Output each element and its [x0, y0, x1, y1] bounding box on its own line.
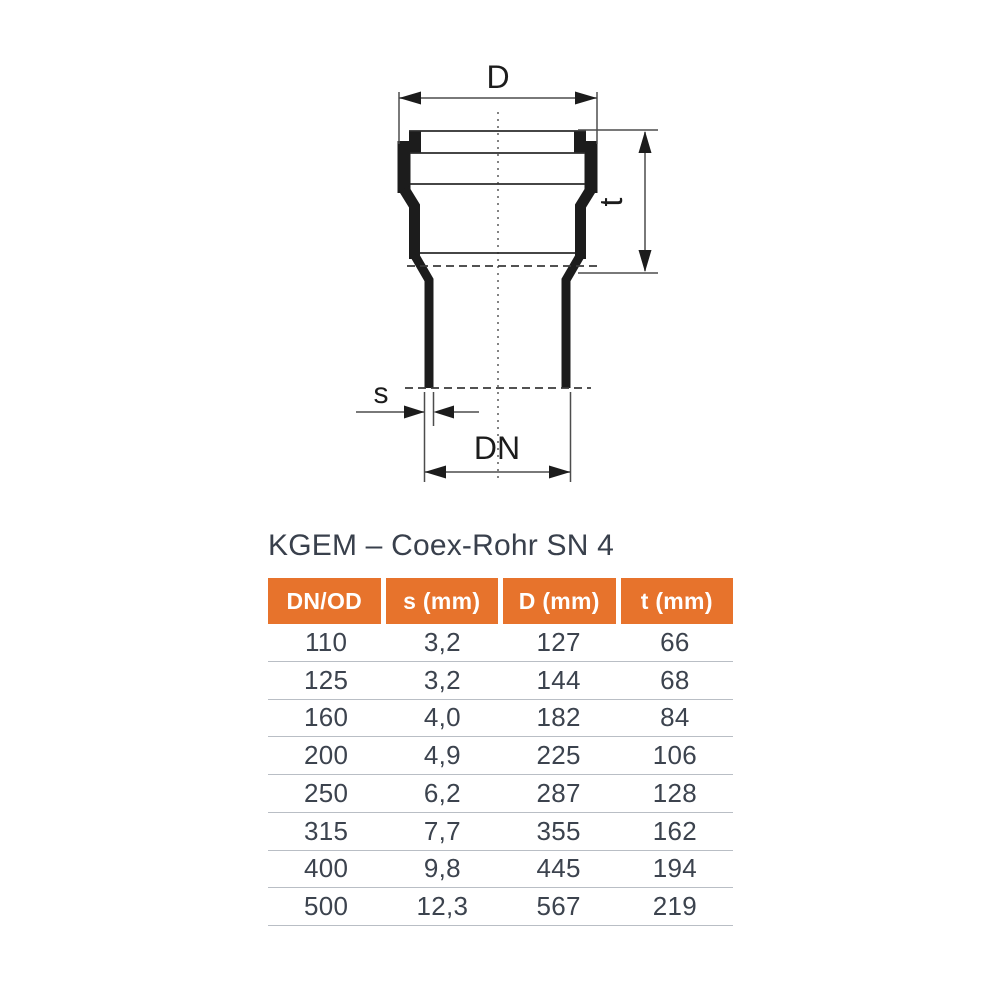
cell-s: 3,2: [423, 664, 461, 695]
cell-dnod: 160: [303, 702, 349, 733]
table-row: [268, 624, 733, 662]
cell-s: 3,2: [423, 626, 461, 657]
cell-dnod: 110: [304, 626, 348, 657]
cell-t: 66: [660, 626, 690, 657]
table-row: [268, 737, 733, 775]
table-row: [268, 700, 733, 738]
cell-d: 287: [536, 777, 581, 808]
cell-t: 84: [660, 702, 690, 733]
cell-t: 128: [652, 777, 698, 808]
column-header-d: D (mm): [503, 578, 616, 624]
cell-d: 355: [536, 815, 581, 846]
table-row: [268, 662, 733, 700]
spec-table-body: [268, 624, 733, 926]
dim-label-t: t: [593, 197, 629, 207]
table-row: [268, 813, 733, 851]
pipe-edges: [409, 131, 586, 253]
cell-s: 6,2: [423, 777, 461, 808]
cell-d: 127: [536, 626, 581, 657]
cell-dnod: 315: [303, 815, 349, 846]
cell-s: 7,7: [423, 815, 461, 846]
cell-d: 144: [536, 664, 581, 695]
column-header-s: s (mm): [386, 578, 499, 624]
cell-dnod: 200: [303, 740, 349, 771]
cell-dnod: 400: [303, 853, 349, 884]
table-row: [268, 775, 733, 813]
cell-d: 445: [536, 853, 581, 884]
cell-d: 567: [536, 891, 581, 922]
table-row: [268, 851, 733, 889]
cell-t: 68: [660, 664, 690, 695]
column-header-dnod: DN/OD: [268, 578, 381, 624]
cell-s: 4,9: [423, 740, 461, 771]
cell-dnod: 500: [303, 891, 349, 922]
cell-t: 162: [652, 815, 698, 846]
cell-t: 194: [652, 853, 698, 884]
cell-s: 9,8: [423, 853, 461, 884]
spec-table-header: [268, 578, 733, 624]
product-title: KGEM – Coex-Rohr SN 4: [268, 529, 614, 562]
cell-s: 4,0: [423, 702, 461, 733]
cell-dnod: 250: [303, 777, 349, 808]
hidden-lines: [405, 266, 601, 388]
cell-dnod: 125: [303, 664, 349, 695]
column-header-t: t (mm): [621, 578, 734, 624]
spec-table: [268, 578, 733, 926]
dim-label-D: D: [486, 59, 510, 95]
cell-s: 12,3: [416, 891, 469, 922]
cell-d: 182: [536, 702, 581, 733]
cell-t: 106: [652, 740, 698, 771]
dimension-DN: [425, 392, 571, 482]
dimension-s: [356, 377, 479, 482]
dim-label-DN: DN: [473, 430, 521, 466]
cell-t: 219: [652, 891, 698, 922]
table-row: [268, 888, 733, 926]
dim-label-s: s: [373, 377, 389, 410]
cell-d: 225: [536, 740, 581, 771]
